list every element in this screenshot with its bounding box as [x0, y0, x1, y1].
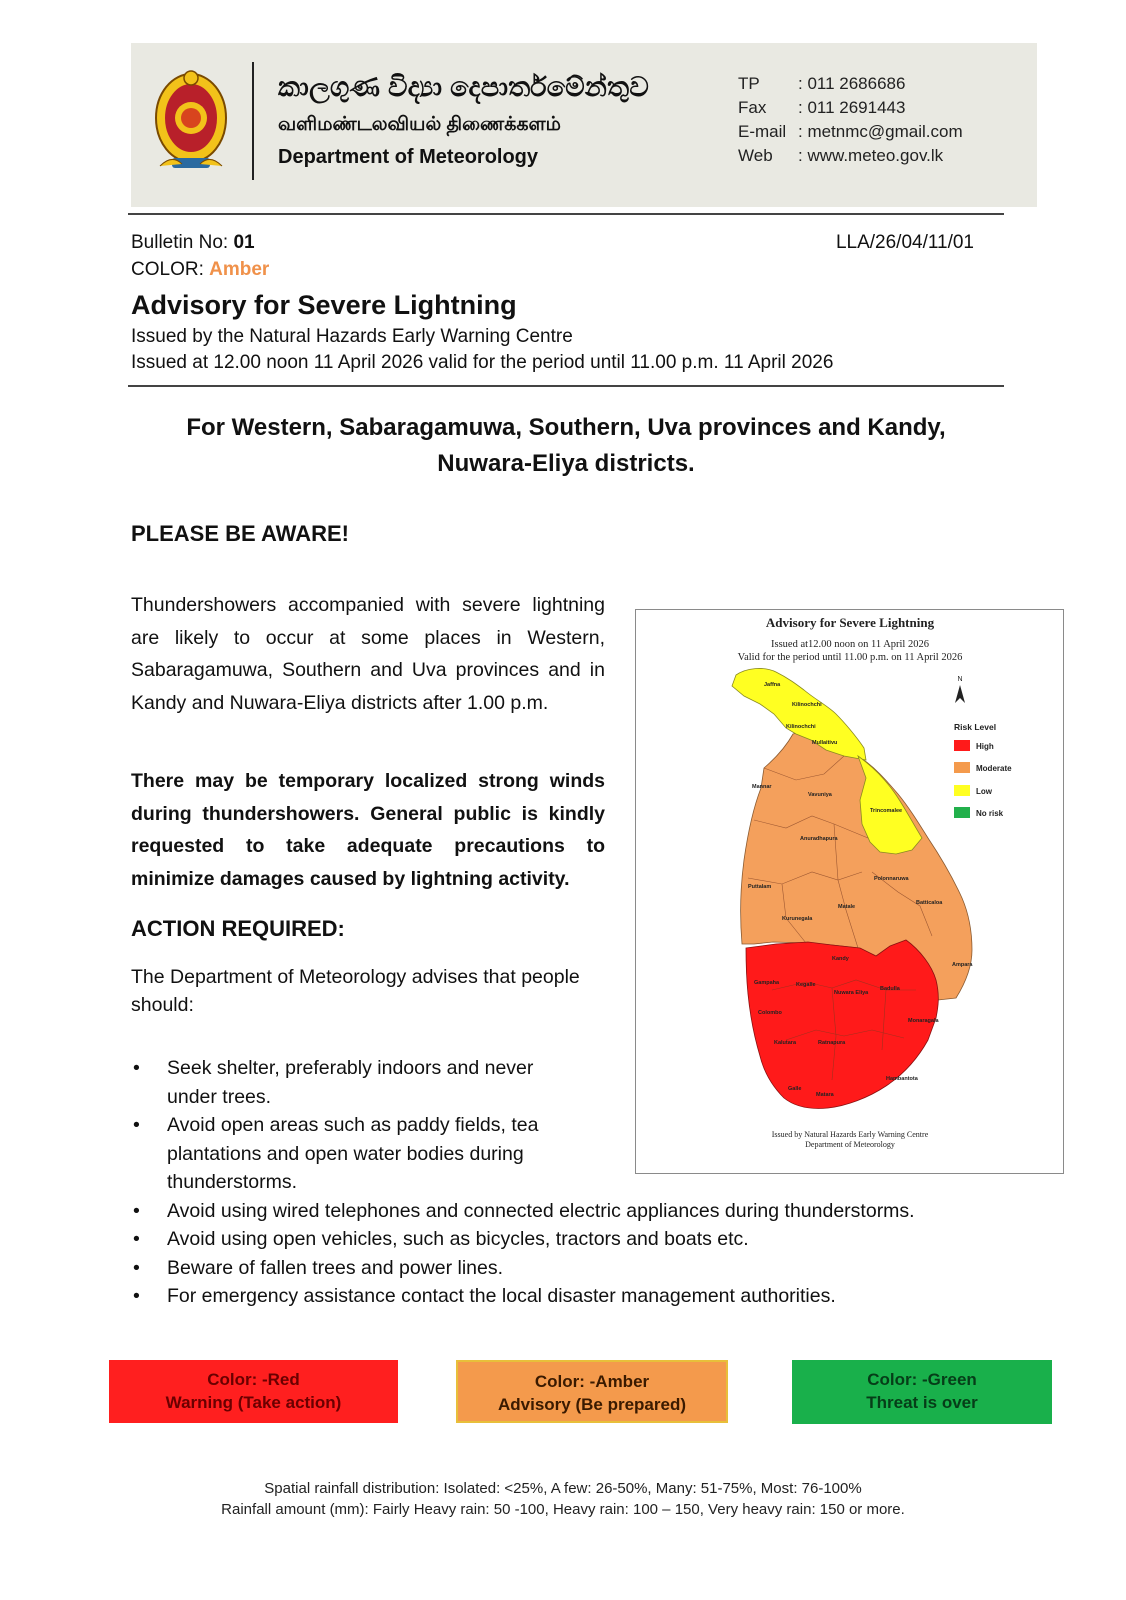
label-matale: Matale [838, 904, 856, 910]
advises-text: The Department of Meteorology advises that people should: [131, 966, 580, 1016]
north-label: N [957, 676, 963, 683]
map-title: Advisory for Severe Lightning [765, 615, 935, 630]
label-matara: Matara [816, 1092, 834, 1098]
risk-map [635, 609, 1064, 1174]
contact-row-email [738, 122, 963, 146]
bullet-icon: • [133, 1228, 140, 1250]
bullet-icon: • [133, 1285, 140, 1307]
legend-swatch-low [954, 785, 970, 796]
contact-key: E-mail [738, 122, 787, 141]
north-arrow-icon [955, 685, 965, 703]
label-monaragala: Monaragala [908, 1018, 939, 1024]
bulletin-number-label: Bulletin No: [131, 232, 234, 253]
label-kandy: Kandy [832, 956, 849, 962]
advisory-title: Advisory for Severe Lightning [131, 290, 517, 320]
legend-label-low: Low [976, 787, 992, 796]
bullet-icon: • [133, 1256, 140, 1279]
issued-at: Issued at 12.00 noon 11 April 2026 valid for the period until 11.00 p.m. 11 April 2026 [131, 352, 834, 373]
map-footer-department: Department of Meteorology [805, 1140, 895, 1149]
list-item [131, 1111, 571, 1197]
legend-label-moderate: Moderate [976, 764, 1012, 773]
list-item [131, 1282, 1011, 1311]
label-kilinochchi-2: Kilinochchi [786, 724, 816, 730]
legend-label-no-risk: No risk [976, 809, 1004, 818]
color-code-red [109, 1360, 398, 1423]
list-item [131, 1254, 1011, 1283]
map-valid: Valid for the period until 11.00 p.m. on 11 April 2026 [737, 652, 963, 663]
label-trincomalee: Trincomalee [870, 808, 903, 814]
label-kurunegala: Kurunegala [782, 916, 813, 922]
legend-title: Risk Level [954, 722, 997, 732]
contact-value: : 011 2691443 [798, 98, 906, 117]
paragraph-thundershowers: Thundershowers accompanied with severe lightning are likely to occur at some places in Western, Sabaragamuwa, Southern and Uva provinces and in Kandy and Nuwara-Eliya districts after 1.00 p.m. [131, 594, 605, 714]
label-mullaitivu: Mullaitivu [812, 740, 838, 746]
label-hambantota: Hambantota [886, 1076, 918, 1082]
label-ampara: Ampara [952, 962, 973, 968]
label-nuwara-eliya: Nuwara Eliya [834, 990, 869, 996]
legend-swatch-high [954, 740, 970, 751]
paragraph-strong-winds: There may be temporary localized strong winds during thundershowers. General public is kindly requested to take adequate precautions to minimize damages caused by lightning activity. [131, 770, 605, 890]
bullet-icon: • [133, 1114, 140, 1136]
org-name-english: Department of Meteorology [278, 146, 539, 168]
label-polonnaruwa: Polonnaruwa [874, 876, 909, 882]
contact-row-fax [738, 98, 963, 122]
list-item-text: Avoid open areas such as paddy fields, tea plantations and open water bodies during thunderstorms. [167, 1114, 539, 1193]
divider-bottom [128, 385, 1004, 387]
color-code-green [792, 1360, 1052, 1424]
color-code-amber-title: Color: -Amber [534, 1372, 650, 1391]
footnote-rainfall-distribution: Spatial rainfall distribution: Isolated: <25%, A few: 26-50%, Many: 51-75%, Most: 76-100% [264, 1480, 862, 1497]
bulletin-color [131, 259, 269, 281]
label-kilinochchi: Kilinochchi [792, 702, 822, 708]
bulletin-number [131, 232, 255, 254]
color-code-green-title: Color: -Green [867, 1370, 977, 1389]
label-gampaha: Gampaha [754, 980, 780, 986]
emblem-icon [152, 66, 230, 176]
label-ratnapura: Ratnapura [818, 1040, 846, 1046]
label-galle: Galle [788, 1086, 802, 1092]
label-batticaloa: Batticaloa [916, 900, 943, 906]
map-issued: Issued at12.00 noon on 11 April 2026 [771, 639, 929, 650]
region-heading [131, 410, 1001, 482]
label-colombo: Colombo [758, 1010, 782, 1016]
color-code-amber-meaning: Advisory (Be prepared) [498, 1395, 686, 1414]
issued-by: Issued by the Natural Hazards Early Warning Centre [131, 326, 573, 347]
legend-label-high: High [976, 742, 994, 751]
contact-value: : 011 2686686 [798, 74, 906, 93]
color-code-red-title: Color: -Red [207, 1370, 300, 1389]
label-kegalle: Kegalle [796, 982, 816, 988]
list-item-text: Beware of fallen trees and power lines. [167, 1256, 504, 1279]
region-line-1: For Western, Sabaragamuwa, Southern, Uva provinces and Kandy, [186, 414, 946, 441]
bulletin-reference: LLA/26/04/11/01 [835, 232, 974, 253]
legend-swatch-no-risk [954, 807, 970, 818]
contact-row-web [738, 146, 963, 170]
list-item-text: Avoid using wired telephones and connected electric appliances during thunderstorms. [167, 1199, 915, 1222]
contact-block [738, 74, 963, 170]
org-name-sinhala: කාලගුණ විද්‍යා දෙපාර්තමේන්තුව [278, 72, 650, 102]
list-item [131, 1225, 1011, 1254]
label-mannar: Mannar [752, 784, 772, 790]
map-footer-issuer: Issued by Natural Hazards Early Warning Centre [771, 1130, 929, 1139]
label-anuradhapura: Anuradhapura [800, 836, 838, 842]
contact-value[interactable]: : metnmc@gmail.com [798, 122, 963, 141]
bulletin-number-value: 01 [233, 232, 255, 253]
bulletin-color-label: COLOR: [131, 259, 210, 280]
contact-key: TP [738, 74, 760, 93]
list-item-text: Avoid using open vehicles, such as bicycles, tractors and boats etc. [167, 1228, 749, 1250]
contact-value[interactable]: : www.meteo.gov.lk [798, 146, 944, 165]
list-item [131, 1054, 571, 1111]
label-puttalam: Puttalam [748, 884, 772, 890]
aware-heading: PLEASE BE AWARE! [131, 521, 349, 546]
contact-row-tp [738, 74, 963, 98]
region-high [746, 940, 938, 1109]
region-line-2: Nuwara-Eliya districts. [437, 450, 695, 477]
contact-key: Fax [738, 98, 767, 117]
divider-top [128, 213, 1004, 215]
label-jaffna: Jaffna [764, 682, 781, 688]
legend-swatch-moderate [954, 762, 970, 773]
label-badulla: Badulla [880, 986, 900, 992]
action-heading: ACTION REQUIRED: [131, 916, 345, 941]
risk-map-svg [636, 610, 1065, 1175]
bullet-icon: • [133, 1199, 140, 1222]
org-name-tamil: வளிமண்டலவியல் திணைக்களம் [278, 114, 561, 135]
label-kalutara: Kalutara [774, 1040, 797, 1046]
bulletin-color-value: Amber [209, 259, 270, 280]
list-item-text: For emergency assistance contact the local disaster management authorities. [167, 1285, 836, 1307]
label-vavuniya: Vavuniya [808, 792, 832, 798]
header-divider [252, 62, 254, 180]
legend [954, 740, 1012, 818]
list-item [131, 1197, 1011, 1226]
color-code-green-meaning: Threat is over [866, 1393, 978, 1412]
list-item-text: Seek shelter, preferably indoors and never under trees. [167, 1057, 534, 1108]
color-code-red-meaning: Warning (Take action) [165, 1393, 342, 1412]
bullet-icon: • [133, 1057, 140, 1079]
color-code-amber [456, 1360, 728, 1423]
footnote-rainfall-amount: Rainfall amount (mm): Fairly Heavy rain: 50 -100, Heavy rain: 100 – 150, Very heavy rain: 150 or more. [221, 1501, 905, 1518]
contact-key: Web [738, 146, 773, 165]
